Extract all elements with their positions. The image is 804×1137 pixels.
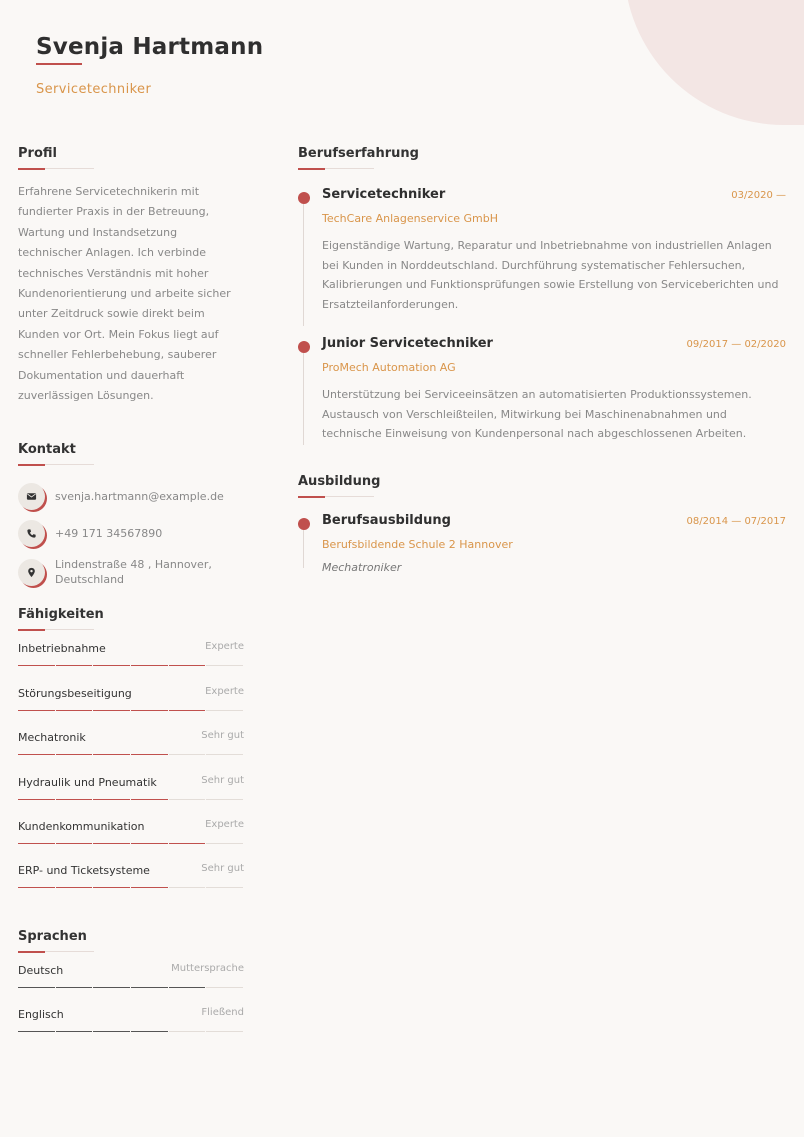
language-name: Englisch [18, 1008, 64, 1022]
experience-description: Eigenständige Wartung, Reparatur und Inbetriebnahme von industriellen Anlagen bei Kunden in Norddeutschland. Durchführung systematischer Fehlersuchen, Kalibrierungen und Funktionsprüfungen sowie Erstellung von Serviceberichten und Ersatzteilanforderungen. [322, 239, 779, 311]
profile-heading: Profil [18, 146, 57, 161]
skill-bar [18, 754, 244, 755]
language-level: Fließend [201, 1007, 244, 1019]
skill-item [18, 854, 244, 898]
experience-item [298, 336, 786, 444]
experience-company: ProMech Automation AG [322, 361, 456, 374]
profile-text: Erfahrene Servicetechnikerin mit fundierter Praxis in der Betreuung, Wartung und Instandsetzung technischer Anlagen. Ich verbinde technisches Verständnis mit hoher Kundenorientierung und arbeite sicher unter Zeitdruck sowie direkt beim Kunden vor Ort. Mein Fokus liegt auf schneller Fehlerbehebung, sauberer Dokumentation und dauerhaft zuverlässigen Lösungen. [18, 185, 231, 403]
skill-level: Experte [205, 641, 244, 653]
job-title: Servicetechniker [36, 82, 152, 97]
contact-heading: Kontakt [18, 442, 76, 458]
section-underline [18, 168, 94, 169]
section-title-contact [18, 442, 244, 467]
skill-item [18, 810, 244, 854]
section-title-profile [18, 146, 244, 171]
skill-name: Kundenkommunikation [18, 820, 145, 834]
name-underline [36, 63, 82, 65]
section-title-languages [18, 929, 244, 954]
language-bar [18, 987, 244, 988]
education-school: Berufsbildende Schule 2 Hannover [322, 537, 513, 551]
skill-item [18, 677, 244, 721]
skills-heading: Fähigkeiten [18, 607, 104, 623]
contact-item-address [18, 557, 244, 587]
experience-item [298, 187, 786, 314]
contact-section [18, 442, 244, 587]
language-level: Muttersprache [171, 962, 244, 974]
experience-description: Unterstützung bei Serviceeinsätzen an automatisierten Produktionssystemen. Austausch von Verschleißteilen, Mitwirkung bei Maschinenabnahmen und technische Einweisung von Kundenpersonal nach abgeschlossenen Arbeiten. [322, 388, 752, 440]
sidebar-column [18, 146, 244, 1043]
experience-date: 09/2017 — 02/2020 [686, 339, 786, 350]
skill-bar [18, 665, 244, 666]
education-item [298, 513, 786, 574]
experience-company: TechCare Anlagenservice GmbH [322, 212, 499, 225]
timeline-dot [298, 192, 310, 204]
section-underline [298, 168, 374, 169]
skills-list [18, 632, 244, 898]
timeline-line [303, 530, 304, 568]
skill-level: Sehr gut [201, 730, 244, 742]
skill-level: Sehr gut [201, 863, 244, 875]
skill-name: Hydraulik und Pneumatik [18, 775, 157, 789]
skill-bar [18, 710, 244, 711]
contact-item-email[interactable] [18, 483, 244, 510]
language-item [18, 954, 244, 998]
skill-bar [18, 887, 244, 888]
skill-level: Experte [205, 819, 244, 831]
language-bar [18, 1031, 244, 1032]
section-title-education [298, 474, 786, 499]
experience-heading: Berufserfahrung [298, 146, 419, 161]
section-underline [18, 951, 94, 952]
section-underline [298, 496, 374, 497]
decorative-corner-shape [624, 0, 804, 125]
person-name: Svenja Hartmann [36, 34, 264, 60]
skill-item [18, 632, 244, 676]
languages-section [18, 929, 244, 1043]
timeline-dot [298, 518, 310, 530]
language-item [18, 998, 244, 1042]
languages-heading: Sprachen [18, 928, 87, 944]
timeline-line [303, 204, 304, 326]
education-degree-title: Berufsausbildung [322, 512, 451, 528]
skill-level: Sehr gut [201, 774, 244, 786]
experience-role: Servicetechniker [322, 187, 446, 202]
section-title-skills [18, 607, 244, 632]
contact-list [18, 483, 244, 587]
timeline-line [303, 353, 304, 445]
contact-item-phone[interactable] [18, 520, 244, 547]
resume-header [36, 34, 263, 97]
skill-level: Experte [205, 685, 244, 697]
education-heading: Ausbildung [298, 473, 381, 489]
email-icon [18, 483, 45, 510]
contact-address: Lindenstraße 48 , Hannover, Deutschland [55, 558, 212, 587]
phone-icon [18, 520, 45, 547]
languages-list [18, 954, 244, 1043]
skill-name: Inbetriebnahme [18, 642, 106, 656]
contact-phone[interactable]: +49 171 34567890 [55, 527, 163, 541]
contact-email[interactable]: svenja.hartmann@example.de [55, 490, 224, 504]
timeline-dot [298, 341, 310, 353]
language-name: Deutsch [18, 963, 64, 977]
education-date: 08/2014 — 07/2017 [686, 515, 786, 527]
skill-bar [18, 843, 244, 844]
education-field: Mechatroniker [322, 560, 402, 574]
section-underline [18, 629, 94, 630]
skill-item [18, 721, 244, 765]
skill-name: Störungsbeseitigung [18, 686, 132, 700]
experience-role: Junior Servicetechniker [322, 336, 493, 351]
location-icon [18, 559, 45, 586]
experience-date: 03/2020 — [731, 190, 786, 201]
section-underline [18, 464, 94, 465]
skills-section [18, 607, 244, 898]
main-column [298, 146, 786, 574]
skill-name: Mechatronik [18, 731, 86, 745]
skill-item [18, 766, 244, 810]
skill-name: ERP- und Ticketsysteme [18, 864, 150, 878]
section-title-experience [298, 146, 786, 171]
skill-bar [18, 799, 244, 800]
